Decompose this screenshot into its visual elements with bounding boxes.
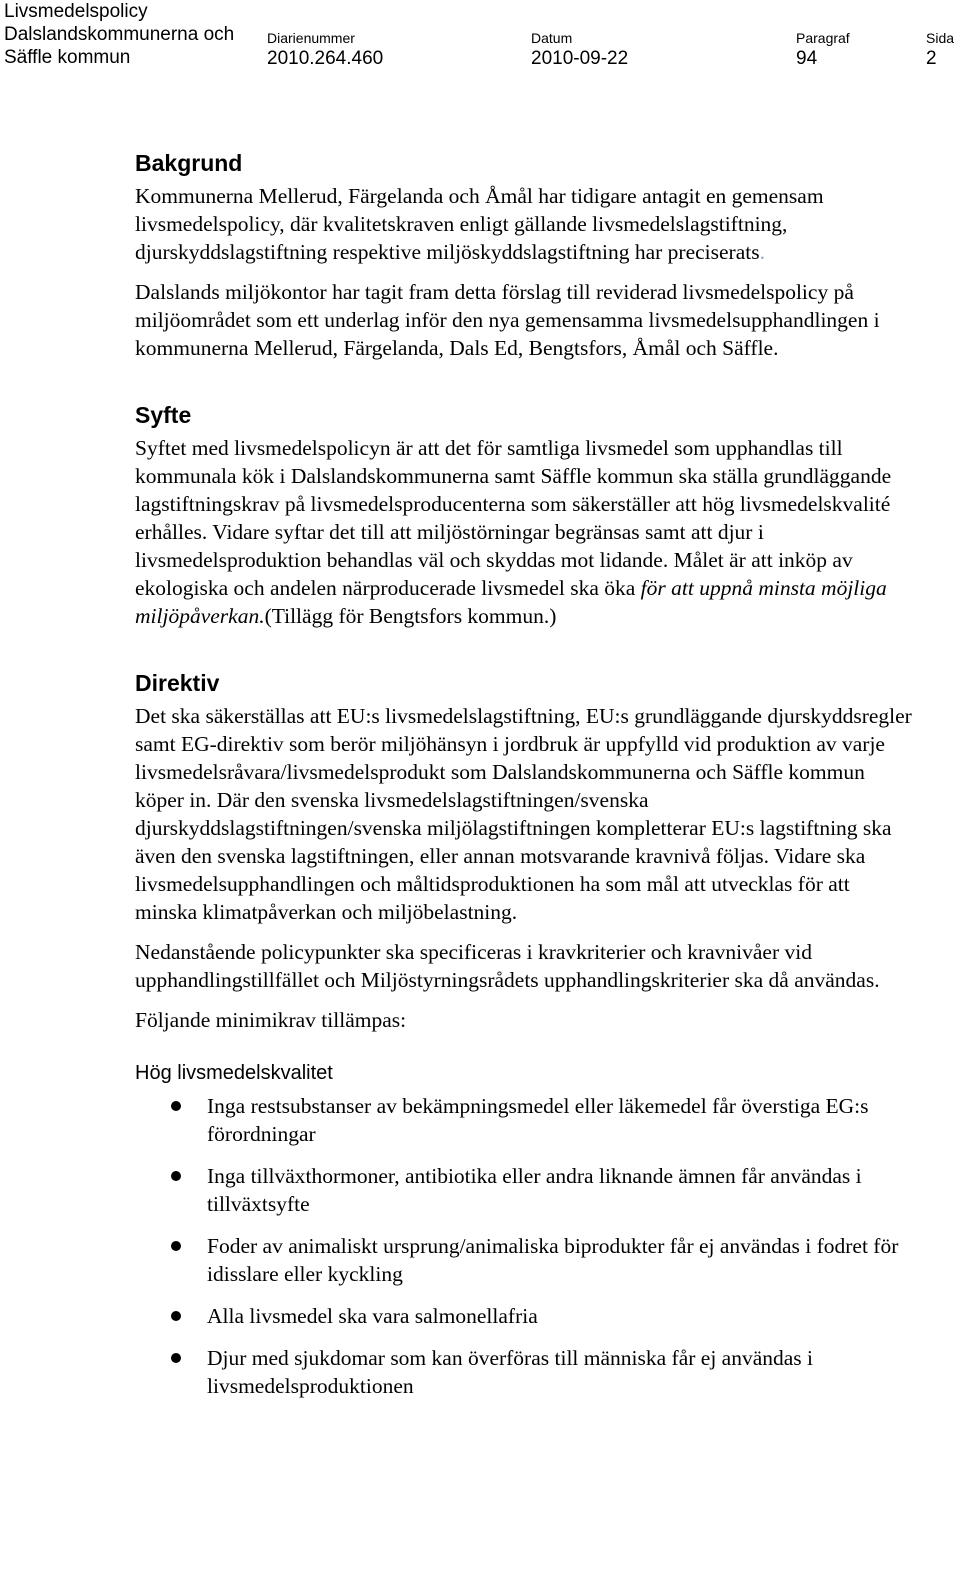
- paragraf-value: 94: [796, 48, 818, 69]
- section-syfte: [135, 400, 915, 630]
- paragraph: [135, 182, 915, 266]
- section-heading: Bakgrund: [135, 150, 243, 176]
- paragraph: Följande minimikrav tillämpas:: [135, 1008, 407, 1032]
- paragraph-end: .: [759, 240, 765, 264]
- header-datum: [531, 0, 628, 70]
- section-hog-livsmedelskvalitet: [135, 1060, 915, 1400]
- header-org-line: Säffle kommun: [4, 47, 131, 68]
- header-organization: [4, 0, 234, 69]
- bullet-icon: [171, 1241, 181, 1251]
- list-item-text: Alla livsmedel ska vara salmonellafria: [207, 1304, 538, 1328]
- header-sida: [926, 0, 954, 70]
- list-item-text: Foder av animaliskt ursprung/animaliska biprodukter får ej användas i fodret för idisslare eller kyckling: [207, 1234, 899, 1286]
- datum-label: Datum: [531, 30, 573, 46]
- datum-value: 2010-09-22: [531, 48, 629, 69]
- bullet-icon: [171, 1171, 181, 1181]
- diarienummer-label: Diarienummer: [267, 30, 355, 46]
- document-body: [135, 148, 915, 1414]
- list-item: [135, 1092, 915, 1148]
- list-item: [135, 1302, 915, 1330]
- paragraf-label: Paragraf: [796, 30, 850, 46]
- list-item: [135, 1344, 915, 1400]
- diarienummer-value: 2010.264.460: [267, 48, 384, 69]
- section-direktiv: [135, 668, 915, 1034]
- requirement-list: [135, 1092, 915, 1400]
- list-item-text: Inga tillväxthormoner, antibiotika eller andra liknande ämnen får användas i tillväxtsyfte: [207, 1164, 862, 1216]
- subsection-heading: Hög livsmedelskvalitet: [135, 1062, 333, 1084]
- list-item-text: Inga restsubstanser av bekämpningsmedel eller läkemedel får överstiga EG:s förordningar: [207, 1094, 869, 1146]
- bullet-icon: [171, 1353, 181, 1363]
- section-heading: Syfte: [135, 402, 192, 428]
- paragraph-emphasis: för att uppnå minsta möjliga miljöpåverkan.: [135, 576, 887, 628]
- list-item-text: Djur med sjukdomar som kan överföras till människa får ej användas i livsmedelsproduktionen: [207, 1346, 814, 1398]
- list-item: [135, 1232, 915, 1288]
- header-org-line: Dalslandskommunerna och: [4, 24, 235, 45]
- paragraph-text: Kommunerna Mellerud, Färgelanda och Åmål har tidigare antagit en gemensam livsmedelspolicy, där kvalitetskraven enligt gällande livsmedelslagstiftning, djurskyddslagstiftning respektive miljöskyddslagstiftning har preciserats: [135, 184, 824, 264]
- header-org-line: Livsmedelspolicy: [4, 1, 148, 22]
- paragraph: [135, 434, 915, 630]
- section-heading: Direktiv: [135, 670, 220, 696]
- header-paragraf: [796, 0, 850, 70]
- paragraph: Det ska säkerställas att EU:s livsmedelslagstiftning, EU:s grundläggande djurskyddsregler samt EG-direktiv som berör miljöhänsyn i jordbruk är uppfylld vid produktion av varje livsmedelsråvara/livsmedelsprodukt som Dalslandskommunerna och Säffle kommun köper in. Där den svenska livsmedelslagstiftningen/svenska djurskyddslagstiftningen/svenska miljölagstiftningen kompletterar EU:s lagstiftning ska även den svenska lagstiftningen, eller annan motsvarande kravnivå följas. Vidare ska livsmedelsupphandlingen och måltidsproduktionen ha som mål att utvecklas för att minska klimatpåverkan och miljöbelastning.: [135, 704, 912, 924]
- bullet-icon: [171, 1311, 181, 1321]
- paragraph: Nedanstående policypunkter ska specificeras i kravkriterier och kravnivåer vid upphandlingstillfället och Miljöstyrningsrådets upphandlingskriterier ska då användas.: [135, 940, 880, 992]
- header-diarienummer: [267, 0, 383, 70]
- sida-label: Sida: [926, 30, 955, 46]
- paragraph-text: (Tillägg för Bengtsfors kommun.): [264, 604, 557, 628]
- section-bakgrund: [135, 148, 915, 362]
- list-item: [135, 1162, 915, 1218]
- paragraph-text: Syftet med livsmedelspolicyn är att det för samtliga livsmedel som upphandlas till kommunala kök i Dalslandskommunerna samt Säffle kommun ska ställa grundläggande lagstiftningskrav på livsmedelsproducenterna som säkerställer att hög livsmedelskvalité erhålles. Vidare syftar det till att miljöstörningar begränsas samt att djur i livsmedelsproduktion behandlas väl och skyddas mot lidande. Målet är att inköp av ekologiska och andelen närproducerade livsmedel ska öka: [135, 436, 892, 600]
- bullet-icon: [171, 1101, 181, 1111]
- document-header: [0, 0, 960, 80]
- paragraph: Dalslands miljökontor har tagit fram detta förslag till reviderad livsmedelspolicy på miljöområdet som ett underlag inför den nya gemensamma livsmedelsupphandlingen i kommunerna Mellerud, Färgelanda, Dals Ed, Bengtsfors, Åmål och Säffle.: [135, 280, 880, 360]
- sida-value: 2: [926, 48, 937, 69]
